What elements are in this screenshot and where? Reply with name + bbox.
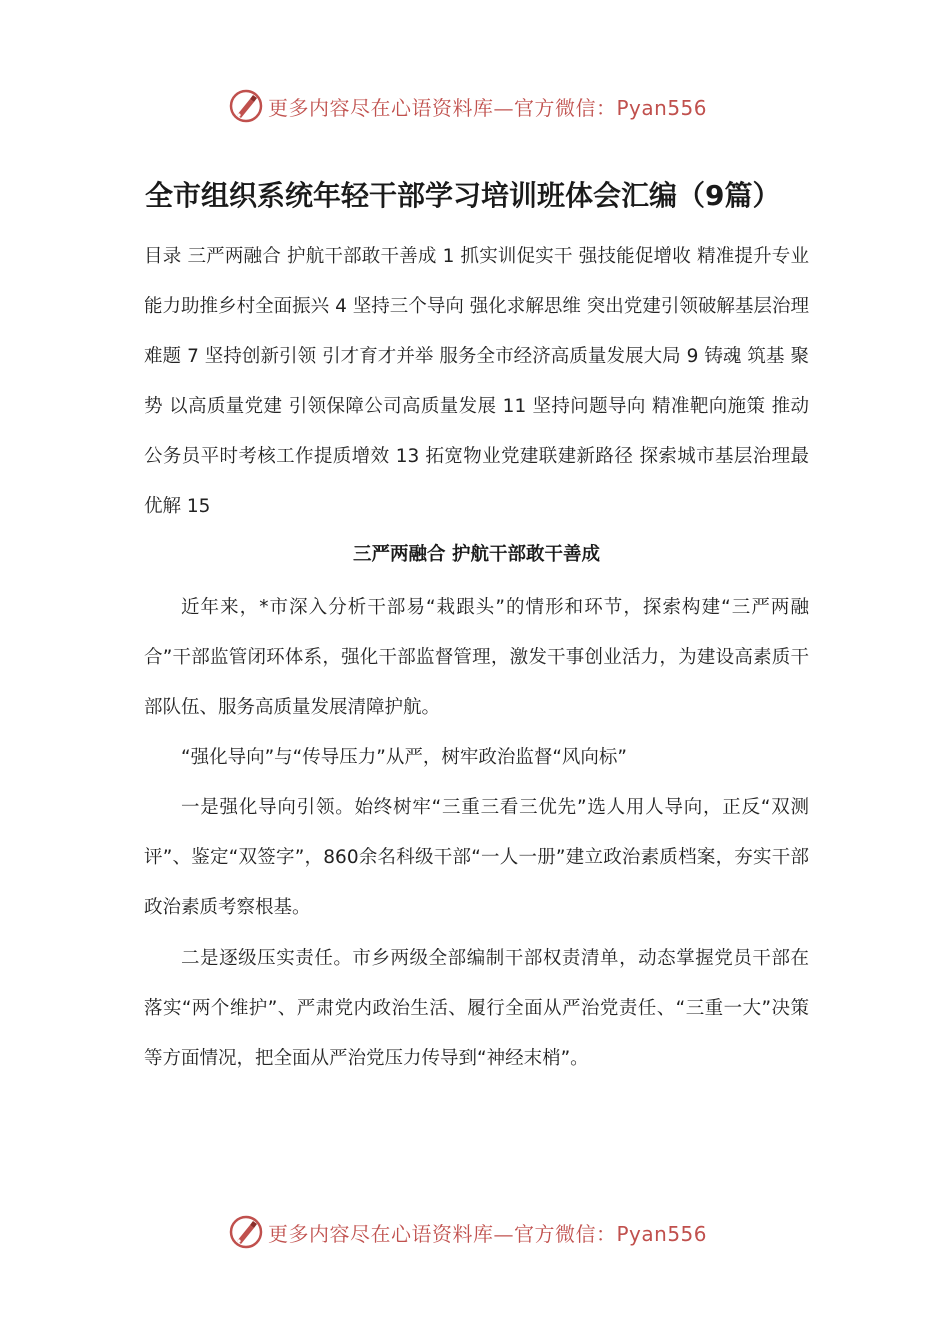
pen-logo-icon: [228, 1214, 264, 1250]
paragraph-point-two: 二是逐级压实责任。市乡两级全部编制干部权责清单，动态掌握党员干部在落实“两个维护”、严肃党内政治生活、履行全面从严治党责任、“三重一大”决策等方面情况，把全面从严治党压力传导到“神经末梢”。: [144, 948, 809, 1069]
wechat-id: Pyan556: [616, 1221, 708, 1246]
wechat-id: Pyan556: [616, 95, 708, 120]
paragraph-intro: 近年来，*市深入分析干部易“栽跟头”的情形和环节，探索构建“三严两融合”干部监管闭环体系，强化干部监督管理，激发干事创业活力，为建设高素质干部队伍、服务高质量发展清障护航。: [144, 597, 809, 718]
footer-banner: [228, 1212, 748, 1252]
pen-logo-icon: [228, 88, 264, 124]
banner-text: 更多内容尽在心语资料库—官方微信：Pyan556: [268, 95, 708, 120]
banner-text: 更多内容尽在心语资料库—官方微信：Pyan556: [268, 1221, 708, 1246]
header-banner: [228, 86, 748, 126]
table-of-contents: 目录 三严两融合 护航干部敢干善成 1 抓实训促实干 强技能促增收 精准提升专业能力助推乡村全面振兴 4 坚持三个导向 强化求解思维 突出党建引领破解基层治理难题 7 坚持创新引领 引才育才并举 服务全市经济高质量发展大局 9 铸魂 筑基 聚势 以高质量党建 引领保障公司高质量发展 11 坚持问题导向 精准靶向施策 推动公务员平时考核工作提质增效 13 拓宽物业党建联建新路径 探索城市基层治理最优解 15: [144, 246, 809, 517]
paragraph-point-one: 一是强化导向引领。始终树牢“三重三看三优先”选人用人导向，正反“双测评”、鉴定“双签字”，860余名科级干部“一人一册”建立政治素质档案，夯实干部政治素质考察根基。: [144, 797, 809, 918]
paragraph-subheading: “强化导向”与“传导压力”从严，树牢政治监督“风向标”: [181, 747, 628, 768]
section-title: 三严两融合 护航干部敢干善成: [353, 544, 600, 565]
document-title: 全市组织系统年轻干部学习培训班体会汇编（9篇）: [145, 179, 781, 212]
